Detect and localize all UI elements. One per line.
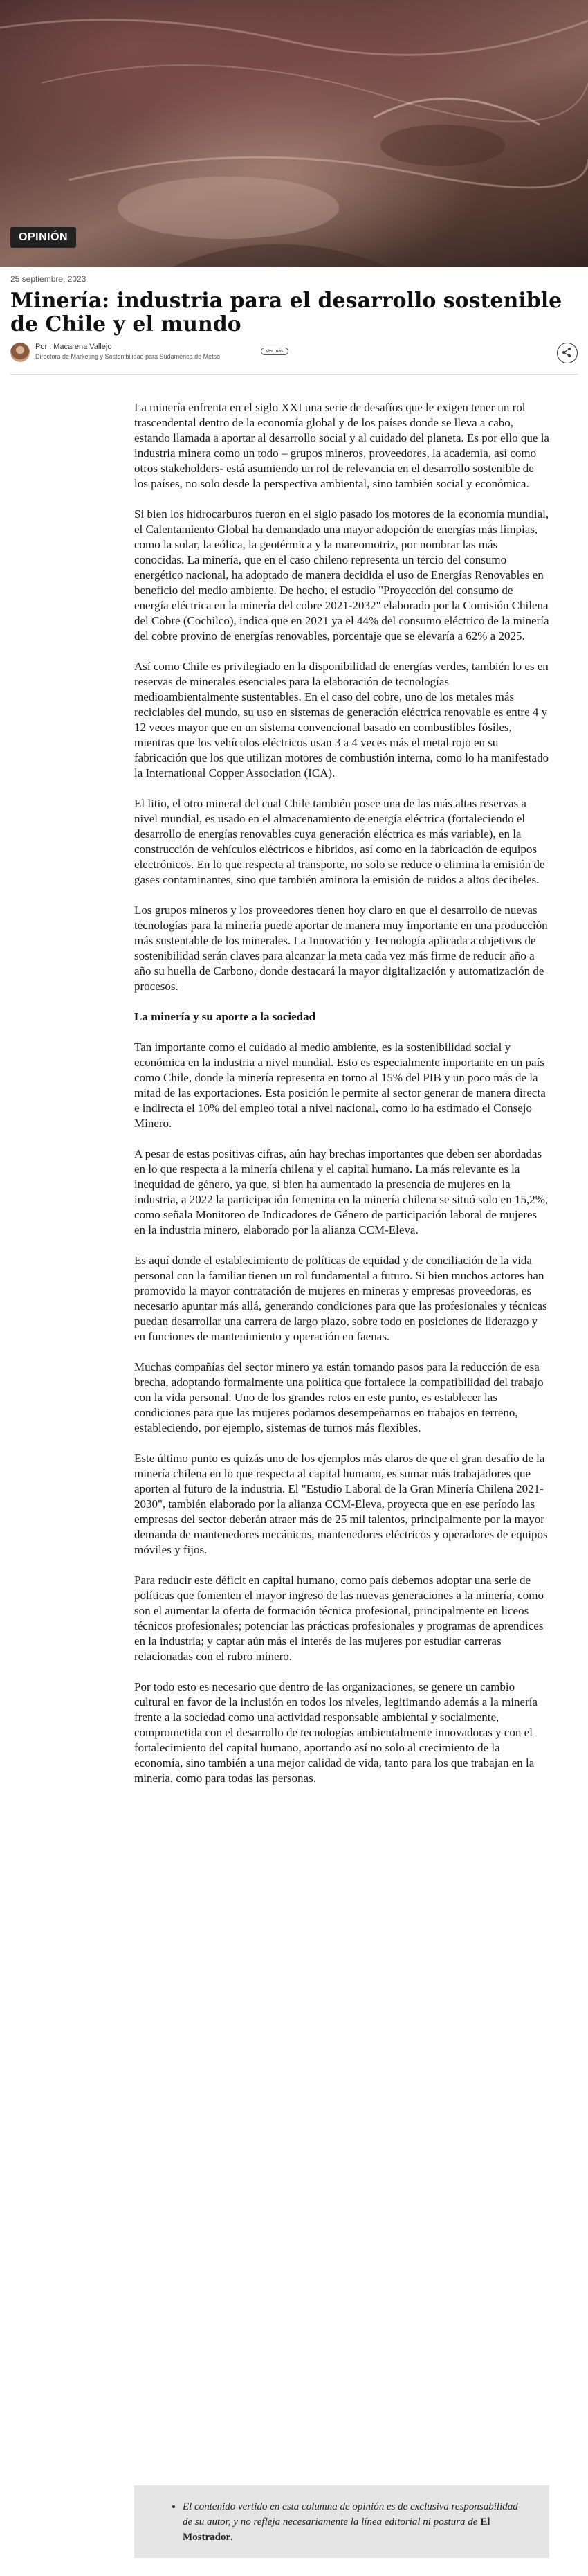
article-paragraph: La minería enfrenta en el siglo XXI una serie de desafíos que le exigen tener un rol trascendental dentro de la economía global y de los países donde se lleva a cabo, estando llamada a aportar al desarrollo social y al cuidado del planeta. Es por ello que la industria minera como un todo – grupos mineros, proveedores, la academia, así como otros stakeholders- está asumiendo un rol de relevancia en el desarrollo sostenible de los países, no solo desde la perspectiva ambiental, sino también social y económica. — [134, 401, 549, 490]
author-avatar[interactable] — [10, 343, 30, 362]
article-paragraph: Para reducir este déficit en capital humano, como país debemos adoptar una serie de políticas que fomenten el mayor ingreso de las nuevas generaciones a la minería, como son el aumentar la oferta de formación técnica profesional, principalmente en liceos técnicos profesionales; potenciar las prácticas profesionales y programas de aprendices en la industria; y captar aún más el interés de las mujeres por estudiar carreras relacionadas con el rubro minero. — [134, 1574, 544, 1663]
article-paragraph: Los grupos mineros y los proveedores tienen hoy claro en que el desarrollo de nuevas tecnologías para la minería puede aportar de manera muy importante en una producción más sustentable de los minerales. La Innovación y Tecnología aplicada a objetivos de sostenibilidad serán claves para alcanzar la meta cada vez más firme de reducir año a año su huella de Carbono, donde destacará la mayor digitalización y automatización de procesos. — [134, 903, 548, 993]
article-paragraph: Es aquí donde el establecimiento de políticas de equidad y de conciliación de la vida personal con la familiar tienen un rol fundamental a futuro. Si bien muchos actores han promovido la mayor contratación de mujeres en mineras y empresas proveedoras, es necesario apuntar más allá, generando condiciones para que las profesionales y técnicas puedan desarrollar una carrera de largo plazo, sobre todo en posiciones de liderazgo y en funciones de mantenimiento y operación en faenas. — [134, 1254, 547, 1343]
article-paragraph: Muchas compañías del sector minero ya están tomando pasos para la reducción de esa brecha, adoptando formalmente una política que fortalece la compatibilidad del trabajo con la vida personal. Uno de los grandes retos en este punto, es establecer las condiciones para que las mujeres podamos desempeñarnos en trabajos en terreno, estableciendo, por ejemplo, sistemas de turnos más flexibles. — [134, 1360, 544, 1434]
hero-image — [0, 0, 588, 267]
article-paragraph: Por todo esto es necesario que dentro de las organizaciones, se genere un cambio cultural en favor de la inclusión en todos los niveles, legitimando además a la minería frente a la sociedad como una actividad responsable ambiental y socialmente, comprometida con el desarrollo de tecnologías ambientalmente innovadoras y con el fortalecimiento del capital humano, aportando así no solo al crecimiento de la economía, sino también a una mejor calidad de vida, tanto para los que trabajan en la minería, como para todas las personas. — [134, 1680, 538, 1785]
article-title: Minería: industria para el desarrollo sostenible de Chile y el mundo — [10, 289, 562, 336]
disclaimer-text: • El contenido vertido en esta columna de opinión es de exclusiva responsabilidad de su autor, y no refleja necesariamente la línea editorial ni postura de El Mostrador. — [183, 2499, 529, 2545]
category-badge[interactable]: OPINIÓN — [10, 227, 76, 248]
ver-mas-button[interactable]: Ver más — [261, 348, 288, 355]
article-paragraph: Tan importante como el cuidado al medio ambiente, es la sostenibilidad social y económica en la industria a nivel mundial. Esto es especialmente importante en un país como Chile, donde la minería representa en torno al 15% del PIB y un poco más de la mitad de las exportaciones. Esta posición le permite al sector generar de manera directa e indirecta el 10% del empleo total a nivel nacional, como lo ha estimado el Consejo Minero. — [134, 1041, 546, 1130]
author-row — [10, 341, 578, 363]
section-heading: La minería y su aporte a la sociedad — [134, 1010, 316, 1023]
disclaimer-brand: El Mostrador — [183, 2516, 490, 2543]
header-divider — [10, 374, 578, 375]
article-paragraph: El litio, el otro mineral del cual Chile también posee una de las más altas reservas a nivel mundial, es usado en el almacenamiento de energía eléctrica (fortaleciendo el desarrollo de energías renovables cuya generación eléctrica es más variable), en la construcción de vehículos eléctricos e híbridos, así como en la fabricación de equipos electrónicos. En lo que respecta al transporte, no solo se reduce o elimina la emisión de gases contaminantes, sino que también aminora la emisión de ruidos a altos decibeles. — [134, 797, 545, 886]
share-button[interactable] — [557, 343, 578, 363]
article-paragraph: A pesar de estas positivas cifras, aún hay brechas importantes que deben ser abordadas en lo que respecta a la minería chilena y el capital humano. La más relevante es la inequidad de género, ya que, si bien ha aumentado la presencia de mujeres en la industria, a 2022 la participación femenina en la minería chilena se situó solo en 15,2%, como señala Monitoreo de Indicadores de Género de participación laboral de mujeres en la industria minero, elaborado por la alianza CCM-Eleva. — [134, 1147, 549, 1236]
mine-landscape-illustration — [0, 0, 588, 267]
article-paragraph: Si bien los hidrocarburos fueron en el siglo pasado los motores de la economía mundial, el Calentamiento Global ha demandado una mayor adopción de energías más limpias, como la solar, la eólica, la geotérmica y la mareomotriz, por nombrar las más conocidas. La minería, que en el caso chileno representa un tercio del consumo energético nacional, ha adoptado de manera decidida el uso de Energías Renovables en beneficio del medio ambiente. De hecho, el estudio "Proyección del consumo de energía eléctrica en la minería del cobre 2021-2032" elaborado por la Comisión Chilena del Cobre (Cochilco), indica que en 2021 ya el 44% del consumo eléctrico de la minería del cobre provino de energías renovables, porcentaje que se elevaría a 62% a 2025. — [134, 507, 549, 642]
disclaimer-box — [134, 2485, 549, 2558]
author-name[interactable]: Por : Macarena Vallejo — [35, 343, 112, 351]
share-icon — [561, 347, 572, 358]
article-paragraph: Este último punto es quizás uno de los ejemplos más claros de que el gran desafío de la minería chilena en lo que respecta al capital humano, es sumar más trabajadores que aporten al futuro de la industria. El "Estudio Laboral de la Gran Minería Chilena 2021-2030", también elaborado por la alianza CCM-Eleva, proyecta que en ese período las empresas del sector deberán atraer más de 25 mil talentos, principalmente por la mayor demanda de mantenedores mecánicos, mantenedores eléctricos y operadores de equipos móviles y fijos. — [134, 1452, 548, 1556]
publish-date: 25 septiembre, 2023 — [10, 274, 86, 284]
article-paragraph: Así como Chile es privilegiado en la disponibilidad de energías verdes, también lo es en reservas de minerales esenciales para la elaboración de tecnologías medioambientalmente sustentables. En el caso del cobre, uno de los metales más reciclables del mundo, su uso en sistemas de generación eléctrica renovable es entre 4 y 12 veces mayor que en un sistema convencional basado en combustibles fósiles, mientras que los vehículos eléctricos usan 3 a 4 veces más el metal rojo en su fabricación que los que utilizan motores de combustión interna, como lo ha manifestado la International Copper Association (ICA). — [134, 660, 549, 780]
author-role: Directora de Marketing y Sostenibilidad para Sudamérica de Metso — [35, 353, 221, 360]
article-body — [134, 400, 549, 1801]
